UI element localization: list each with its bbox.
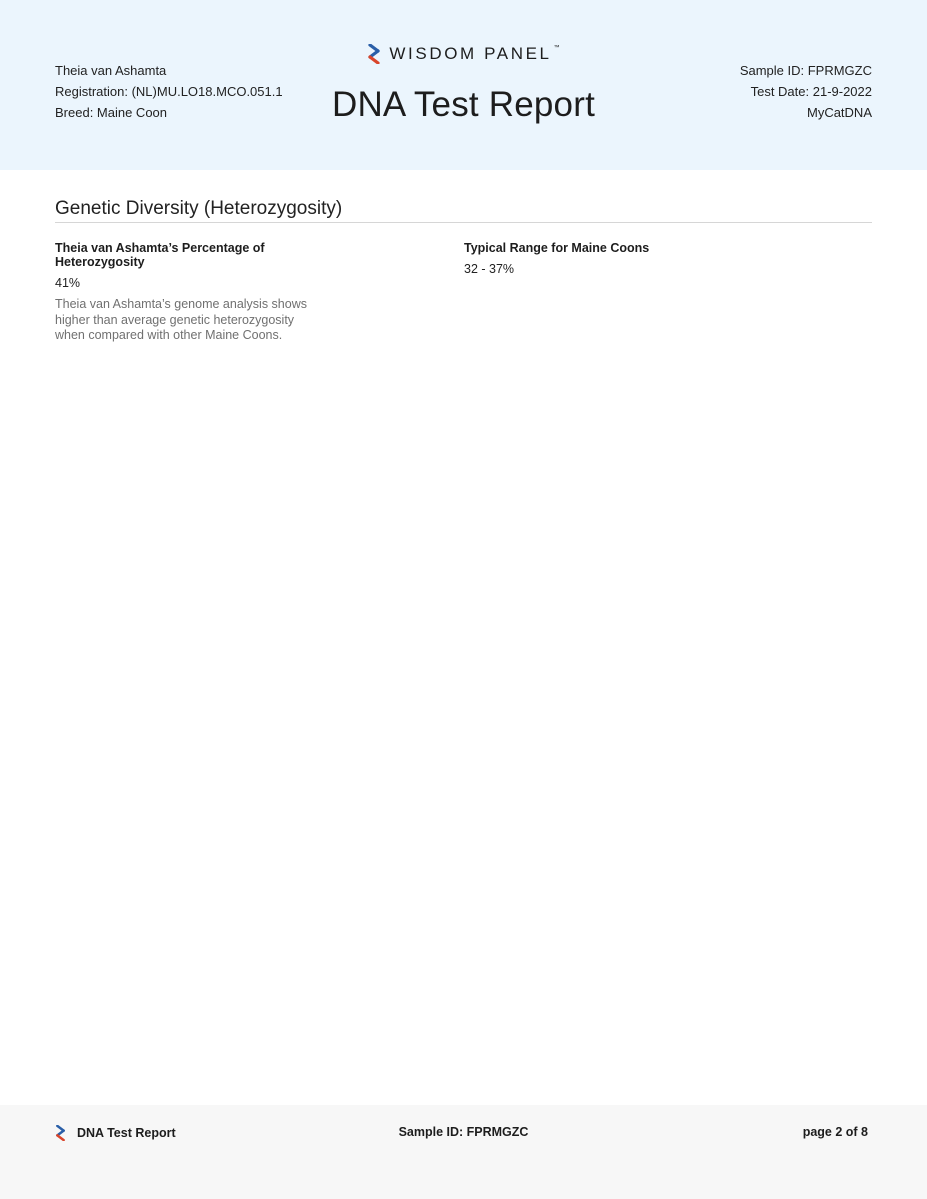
heterozygosity-value: 41% — [55, 276, 81, 290]
registration: Registration: (NL)MU.LO18.MCO.051.1 — [55, 84, 283, 99]
genetic-diversity-section — [55, 198, 872, 342]
typical-range-value: 32 - 37% — [464, 262, 515, 276]
report-footer — [0, 1105, 927, 1199]
breed: Breed: Maine Coon — [55, 105, 168, 120]
footer-title: DNA Test Report — [77, 1126, 176, 1140]
trademark: ™ — [553, 45, 560, 51]
sample-info — [740, 60, 872, 123]
heterozygosity-description: Theia van Ashamta’s genome analysis shows higher than average genetic heterozygosity when compared with other Maine Coons. — [55, 297, 307, 342]
brand-name: WISDOM PANEL — [389, 44, 552, 63]
pet-name: Theia van Ashamta — [55, 63, 167, 78]
product-name: MyCatDNA — [806, 105, 872, 120]
report-header — [0, 0, 927, 170]
footer-sample-id: Sample ID: FPRMGZC — [398, 1125, 529, 1139]
test-date: Test Date: 21-9-2022 — [750, 84, 872, 99]
heterozygosity-result — [55, 241, 355, 344]
section-title: Genetic Diversity (Heterozygosity) — [55, 198, 872, 223]
sample-id: Sample ID: FPRMGZC — [739, 63, 872, 78]
page-number: page 2 of 8 — [802, 1125, 868, 1139]
typical-range — [464, 241, 764, 276]
heterozygosity-label: Theia van Ashamta’s Percentage of Heterozygosity — [55, 241, 265, 269]
typical-range-label: Typical Range for Maine Coons — [464, 241, 650, 255]
wisdom-panel-logo-icon — [367, 44, 381, 64]
brand-logo — [367, 44, 559, 64]
report-title: DNA Test Report — [331, 85, 596, 124]
